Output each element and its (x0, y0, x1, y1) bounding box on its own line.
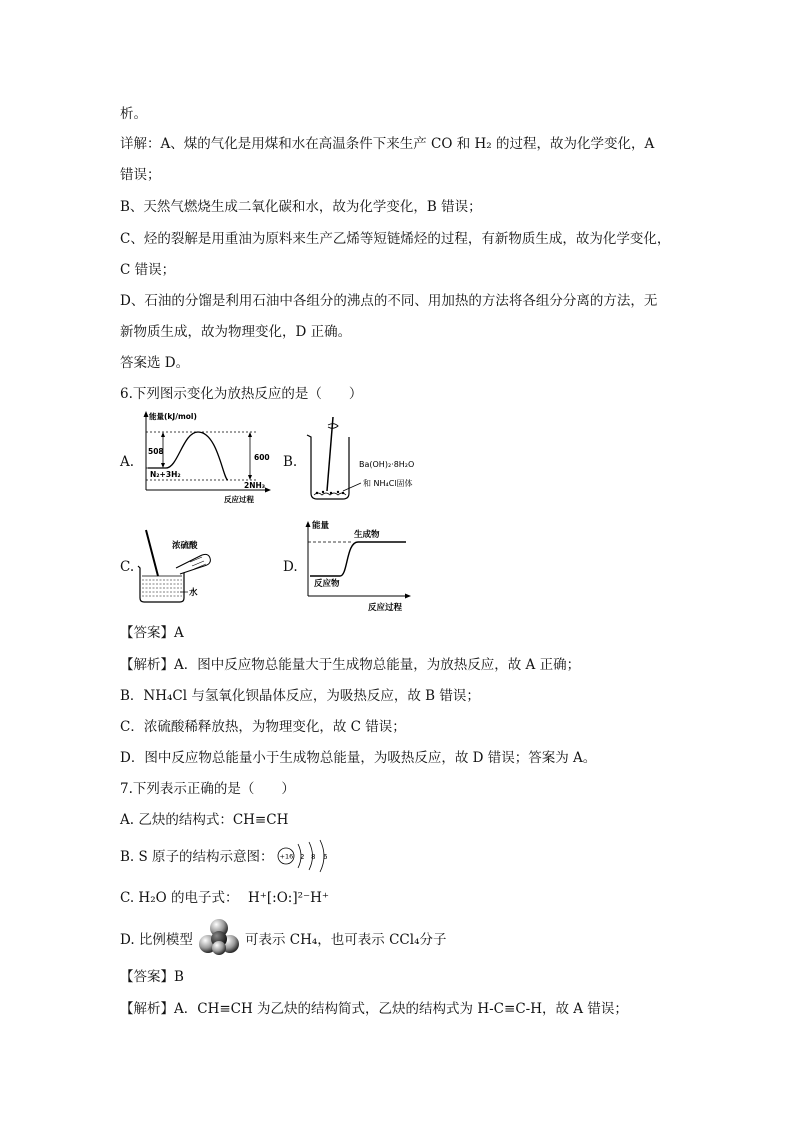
figure-b-beaker (305, 415, 445, 505)
q7-explanation-1: 【解析】A．CH≡CH 为乙炔的结构简式，乙炔的结构式为 H-C≡C-H，故 A 错误； (120, 1001, 628, 1017)
q7-option-d-prefix: D. 比例模型 (120, 932, 193, 948)
figure-c-label-water: 水 (189, 588, 198, 598)
atom-shell-1: 2 (300, 853, 305, 861)
figure-d-energy-diagram (302, 520, 422, 615)
text-line-2: 详解：A、煤的气化是用煤和水在高温条件下来生产 CO 和 H₂ 的过程，故为化学变化，A (120, 136, 655, 152)
figure-d-ylabel: 能量 (312, 521, 330, 531)
space-filling-model-image (199, 918, 239, 956)
q7-option-d-suffix: 可表示 CH₄，也可表示 CCl₄分子 (245, 932, 447, 948)
figure-d-xlabel: 反应过程 (368, 603, 403, 613)
figure-a-ylabel: 能量(kJ/mol) (149, 412, 197, 421)
question-7: 7.下列表示正确的是（ ） (120, 781, 295, 797)
text-line-6: C 错误； (120, 262, 176, 278)
figure-a-xlabel: 反应过程 (224, 495, 254, 504)
text-line-9: 答案选 D。 (120, 355, 190, 371)
q6-answer: 【答案】A (120, 625, 184, 641)
option-d-label: D. (283, 559, 298, 575)
water-electron-formula: H⁺[:O:]²⁻H⁺ (248, 890, 330, 906)
text-line-7: D、石油的分馏是利用石油中各组分的沸点的不同、用加热的方法将各组分分离的方法，无 (120, 293, 658, 309)
figure-a-energy-diagram (138, 410, 273, 505)
atom-shell-3: 6 (323, 853, 328, 861)
text-line-3: 错误； (120, 167, 161, 183)
figure-d-reactants: 反应物 (314, 579, 340, 589)
text-line-4: B、天然气燃烧生成二氧化碳和水，故为化学变化，B 错误； (120, 199, 482, 215)
sulfur-atom-structure-diagram (276, 838, 336, 874)
q6-explanation-3: C．浓硫酸稀释放热，为物理变化，故 C 错误； (120, 719, 406, 735)
option-a-label: A. (120, 454, 135, 470)
figure-c-beaker (128, 526, 218, 606)
figure-a-products: 2NH₃ (244, 481, 266, 490)
atom-nucleus-charge: +16 (279, 852, 294, 861)
figure-d-products: 生成物 (354, 530, 380, 540)
q6-explanation-2: B．NH₄Cl 与氢氧化钡晶体反应，为吸热反应，故 B 错误； (120, 688, 480, 704)
q7-answer: 【答案】B (120, 969, 184, 985)
text-line-1: 析。 (120, 106, 147, 122)
figure-c-label-acid: 浓硫酸 (172, 541, 198, 551)
q7-option-b: B. S 原子的结构示意图： (120, 849, 274, 865)
text-line-5: C、烃的裂解是用重油为原料来生产乙烯等短链烯烃的过程，有新物质生成，故为化学变化， (120, 231, 671, 247)
figure-a-value-600: 600 (254, 453, 270, 462)
text-line-8: 新物质生成，故为物理变化，D 正确。 (120, 324, 352, 340)
option-b-label: B. (283, 454, 298, 470)
figure-a-reactants: N₂+3H₂ (150, 470, 181, 479)
question-6: 6.下列图示变化为放热反应的是（ ） (120, 386, 363, 402)
q6-explanation-1: 【解析】A．图中反应物总能量大于生成物总能量，为放热反应，故 A 正确； (120, 657, 581, 673)
figure-a-value-508: 508 (148, 447, 164, 456)
figure-b-label-1: Ba(OH)₂·8H₂O (359, 460, 415, 469)
q7-option-a: A. 乙炔的结构式：CH≡CH (120, 812, 289, 828)
q7-option-c: C. H₂O 的电子式： (120, 890, 239, 906)
option-c-label: C. (120, 559, 135, 575)
q6-explanation-4: D．图中反应物总能量小于生成物总能量，为吸热反应，故 D 错误；答案为 A。 (120, 750, 597, 766)
figure-b-label-2: 和 NH₄Cl固体 (363, 479, 413, 488)
atom-shell-2: 8 (311, 853, 316, 861)
